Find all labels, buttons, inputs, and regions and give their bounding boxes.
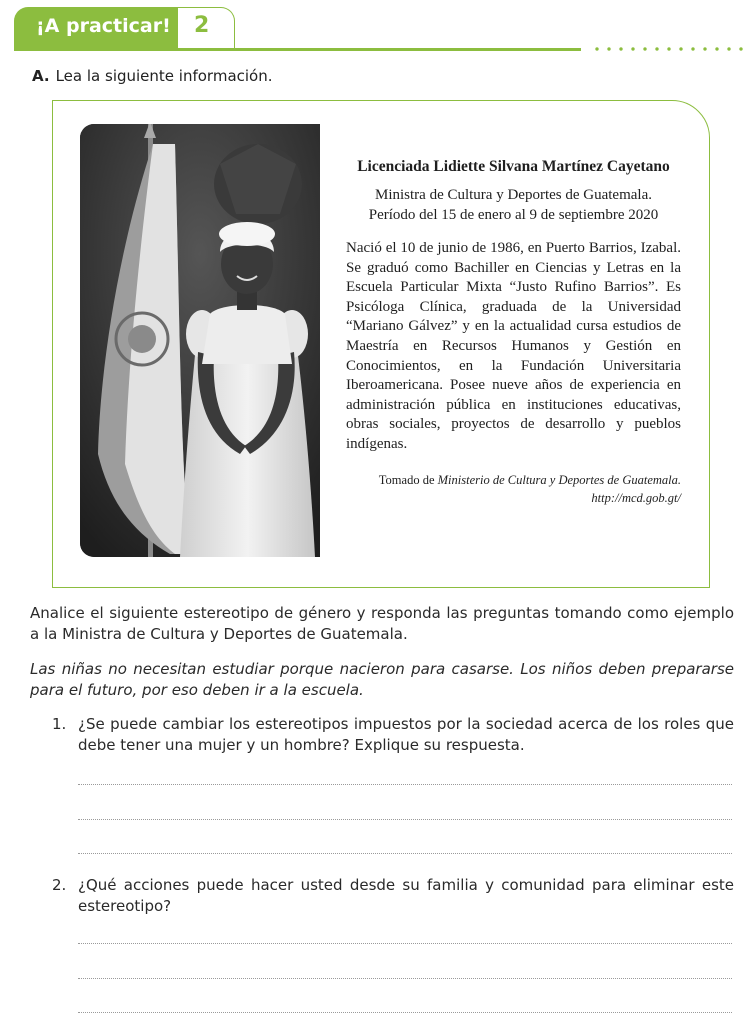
minister-name: Licenciada Lidiette Silvana Martínez Cayetano: [357, 158, 670, 175]
gender-stereotype: Las niñas no necesitan estudiar porque nacieron para casarse. Los niños deben prepararse para el futuro, por eso deben ir a la escuela.: [30, 660, 734, 699]
answer-line-1a[interactable]: [78, 784, 732, 785]
source-title: Ministerio de Cultura y Deportes de Guatemala.: [437, 472, 681, 487]
section-a-instruction-text: Lea la siguiente información.: [55, 67, 273, 85]
section-a-instruction: [32, 67, 273, 85]
question-2-number: 2.: [52, 876, 67, 894]
biography-source: [346, 471, 681, 507]
header-rule: [14, 48, 581, 51]
section-a-letter: A.: [32, 67, 50, 85]
question-2-text: ¿Qué acciones puede hacer usted desde su familia y comunidad para eliminar este estereotipo?: [78, 876, 734, 915]
question-1-number: 1.: [52, 715, 67, 733]
section-tab-number: 2: [194, 13, 210, 38]
analysis-instruction: Analice el siguiente estereotipo de género y responda las preguntas tomando como ejemplo a la Ministra de Cultura y Deportes de Guatemala.: [30, 604, 734, 643]
section-tab-number-box: [178, 7, 235, 49]
source-prefix: Tomado de: [378, 472, 438, 487]
biography-text: [346, 156, 681, 507]
answer-line-1c[interactable]: [78, 853, 732, 854]
minister-role: [346, 185, 681, 225]
minister-role-line-1: Ministra de Cultura y Deportes de Guatemala.: [374, 187, 652, 203]
answer-line-1b[interactable]: [78, 819, 732, 820]
section-tab-title: ¡A practicar!: [36, 15, 171, 37]
minister-role-line-2: Período del 15 de enero al 9 de septiembre 2020: [368, 207, 659, 223]
minister-photo-illustration: [80, 124, 320, 557]
biography-body: Nació el 10 de junio de 1986, en Puerto Barrios, Izabal. Se graduó como Bachiller en Ciencias y Letras en la Escuela Particular Mixta “Justo Rufino Barrios”. Es Psicóloga Clínica, graduada de la Universidad “Mariano Gálvez” y en la actualidad cursa estudios de Maestría en Recursos Humanos y Gestión en Conocimientos, en la Fundación Universitaria Iberoamericana. Posee nueve años de experiencia en administración pública en instituciones educativas, obras sociales, proyectos de desarrollo y pueblos indígenas.: [346, 240, 681, 452]
header-dotted-rule: [591, 45, 751, 53]
minister-photo: [80, 124, 320, 557]
question-1-text: ¿Se puede cambiar los estereotipos impuestos por la sociedad acerca de los roles que debe tener una mujer y un hombre? Explique su respuesta.: [78, 715, 734, 754]
answer-line-2c[interactable]: [78, 1012, 732, 1013]
answer-line-2a[interactable]: [78, 943, 732, 944]
answer-line-2b[interactable]: [78, 978, 732, 979]
source-url: http://mcd.gob.gt/: [591, 490, 681, 505]
